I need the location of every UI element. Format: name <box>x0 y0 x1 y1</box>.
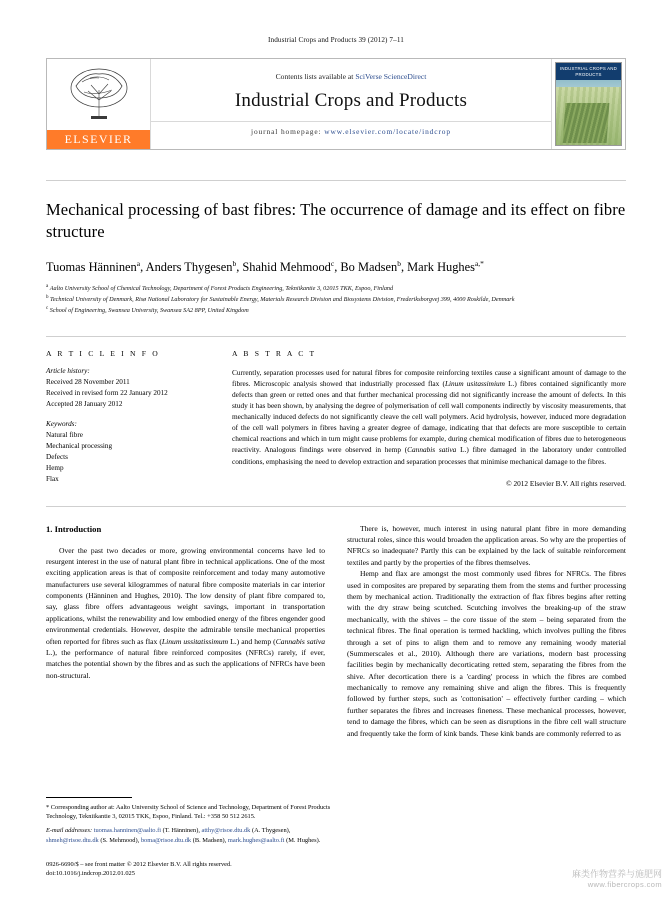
contents-prefix: Contents lists available at <box>275 72 354 81</box>
cover-image <box>555 62 622 146</box>
info-abstract-block <box>46 336 626 488</box>
journal-homepage-bar <box>151 121 551 136</box>
abstract-column <box>232 349 626 488</box>
article-info-heading: A R T I C L E I N F O <box>46 348 160 358</box>
issn-doi-block <box>46 860 346 879</box>
affiliation-b: $^b$ Technical University of Denmark, Risø National Laboratory for Sustainable Energy, Materials Research Division and Biosystems Division, Frederiksborgvej 399, 4000 Roskilde, Denmark <box>46 294 515 303</box>
keyword-item: Hemp <box>46 463 64 472</box>
journal-masthead <box>46 58 626 150</box>
elsevier-wordmark: ELSEVIER <box>47 130 150 149</box>
body-column-right <box>347 523 626 739</box>
author-list: Tuomas Hänninen$^a$, Anders Thygesen$^b$, Shahid Mehmood$^c$, Bo Madsen$^b$, Mark Hughes$^{a,*}$ <box>46 258 484 274</box>
elsevier-tree-icon <box>64 64 134 126</box>
keywords-block <box>46 420 214 484</box>
copyright-line: © 2012 Elsevier B.V. All rights reserved. <box>506 478 626 488</box>
email-note <box>46 826 336 845</box>
contents-line <box>276 72 427 81</box>
body-column-left <box>46 523 325 739</box>
keywords-label: Keywords: <box>46 420 77 429</box>
history-revised: Received in revised form 22 January 2012 <box>46 388 168 397</box>
paragraph: There is, however, much interest in using natural plant fibre in more demanding structural roles, since this would broaden the application areas. So why are the properties of NFRCs so inadequate? Partly this can be explained by the lack of suitable reinforcement textiles and partly by the properties of the fibres themselves. <box>347 523 626 567</box>
affiliation-list <box>46 283 626 316</box>
keyword-item: Flax <box>46 474 59 483</box>
homepage-url[interactable]: www.elsevier.com/locate/indcrop <box>324 127 451 136</box>
journal-cover-thumbnail <box>551 59 625 149</box>
homepage-label: journal homepage: <box>250 127 322 136</box>
watermark <box>572 869 662 889</box>
elsevier-logo <box>47 59 151 149</box>
keyword-item: Mechanical processing <box>46 442 113 451</box>
running-head: Industrial Crops and Products 39 (2012) 7–11 <box>268 36 404 44</box>
history-accepted: Accepted 28 January 2012 <box>46 399 123 408</box>
footnote-rule <box>46 797 132 798</box>
abstract-text: Currently, separation processes used for natural fibres for composite reinforcing textiles cause a significant amount of damage to the fibres. Microscopic analysis showed that industrially processed flax (Linum usitassimium L.) fibres contained significantly more defects than green or retted ones and that further mechanical processing did not significantly increase the amount of defects. In this study it has been shown, by analysing the degree of polymerisation of cell wall components indirectly by viscosity measurements, that mechanically induced defects do not significantly cleave the cell wall polymers. Acid hydrolysis, however, induced more degradation of the cell wall polymers in fibres having a greater degree of damage, indicating that that defects are more susceptible to certain chemical reactions and which in turn might cause problems for example, during chemical modification of fibres due to heterogeneous reactivity. Analogous findings were observed in hemp (Cannabis sativa L.) fibre damaged in the laboratory under controlled conditions, emphasising the need to develop extraction and separation processes that minimise mechanical damage to the fibres. <box>232 367 626 466</box>
body-divider <box>46 506 626 507</box>
keyword-item: Natural fibre <box>46 431 83 440</box>
email-label: E-mail addresses: <box>46 827 93 835</box>
sciencedirect-link[interactable]: SciVerse ScienceDirect <box>355 72 427 81</box>
doi-line: doi:10.1016/j.indcrop.2012.01.025 <box>46 870 135 878</box>
abstract-heading: A B S T R A C T <box>232 348 317 358</box>
keyword-item: Defects <box>46 452 68 461</box>
body-columns <box>46 523 626 739</box>
history-received: Received 28 November 2011 <box>46 377 130 386</box>
title-divider <box>46 180 626 181</box>
issn-line: 0926-6690/$ – see front matter © 2012 Elsevier B.V. All rights reserved. <box>46 860 232 868</box>
section-heading-introduction: 1. Introduction <box>46 523 102 534</box>
corresponding-author-note: * Corresponding author at: Aalto University School of Science and Technology, Department of Forest Products Technology, Tekniikantie 3, 02015 TKK, Espoo, Finland. Tel.: +358 50 512 2615. <box>46 803 331 821</box>
paragraph: Over the past two decades or more, growing environmental concerns have led to resurgent interest in the use of natural plant fibre in technical applications. One of the most exciting application areas is that of composite reinforcement and today many automotive manufacturers use several kilogrammes of natural fibre composite materials in car interior components (Hänninen and Hughes, 2010). The low density of plant fibre compared to, say, glass fibre offers advantageous weight savings, important in transportation applications, whilst the renewability and low embodied energy of the fibres engender good environmental credentials. However, despite the admirable tensile mechanical properties often reported for fibres such as flax (Linum ussitatissimum L.) and hemp (Cannabis sativa L.), the performance of natural fibre reinforced composites (NFRCs) rarely, if ever, matches the potential shown by the fibres and as such the applications of NFRCs have been non-structural. <box>46 545 325 680</box>
watermark-line-1: 麻类作物营养与施肥网 <box>571 869 662 880</box>
email-addresses[interactable]: tuomas.hanninen@aalto.fi (T. Hänninen), atthy@risoe.dtu.dk (A. Thygesen), shmeh@risoe.dtu.dk (S. Mehmood), boma@risoe.dtu.dk (B. Madsen), mark.hughes@aalto.fi (M. Hughes). <box>46 827 321 844</box>
cover-title: INDUSTRIAL CROPS AND PRODUCTS <box>556 63 621 80</box>
history-label: Article history: <box>46 366 90 375</box>
paragraph: Hemp and flax are amongst the most commonly used fibres for NFRCs. The fibres used in composites are prepared by separating them from the stems and further processing them by mechanical action. Traditionally the extraction of flax fibres begins after retting with the dry straw being scutched. Scutching involves the breaking-up of the straw mechanically, with the shives – the core tissue of the stem – being separated from the technical fibres. The final operation is termed hackling, which involves pulling the fibres through a set of pins to align them and to remove any remaining woody material (Summerscales et al., 2010). Although there are variations, modern bast processing facilities begin by mechanically decorticating retted stem, separating the fibres from the shive. After decortication there is a 'carding' process in which the fibres are combed mechanically to remove any remaining shive and align the fibres. This is frequently followed by further steps, such as 'cottonisation' – effectively further carding – which further separates the fibres and increases fineness. These mechanical processes, however, tend to damage the fibres, which can be seen as disruptions in the fibre cell wall structure and frequently take the form of kink bands. These kink bands are commonly referred to as <box>347 569 626 738</box>
masthead-center <box>151 59 551 149</box>
page-title: Mechanical processing of bast fibres: The occurrence of damage and its effect on fibre structure <box>46 200 626 241</box>
cover-artwork <box>556 87 621 145</box>
watermark-line-2: www.fibercrops.com <box>587 880 662 889</box>
affiliation-c: $^c$ School of Engineering, Swansea University, Swansea SA2 8PP, United Kingdom <box>46 305 249 314</box>
journal-title: Industrial Crops and Products <box>234 90 468 111</box>
footnote-block <box>46 797 336 845</box>
affiliation-a: $^a$ Aalto University School of Chemical Technology, Department of Forest Products Engineering, Tekniikantie 3, 02015 TKK, Espoo, Finland <box>46 283 394 292</box>
article-info-column <box>46 349 232 488</box>
